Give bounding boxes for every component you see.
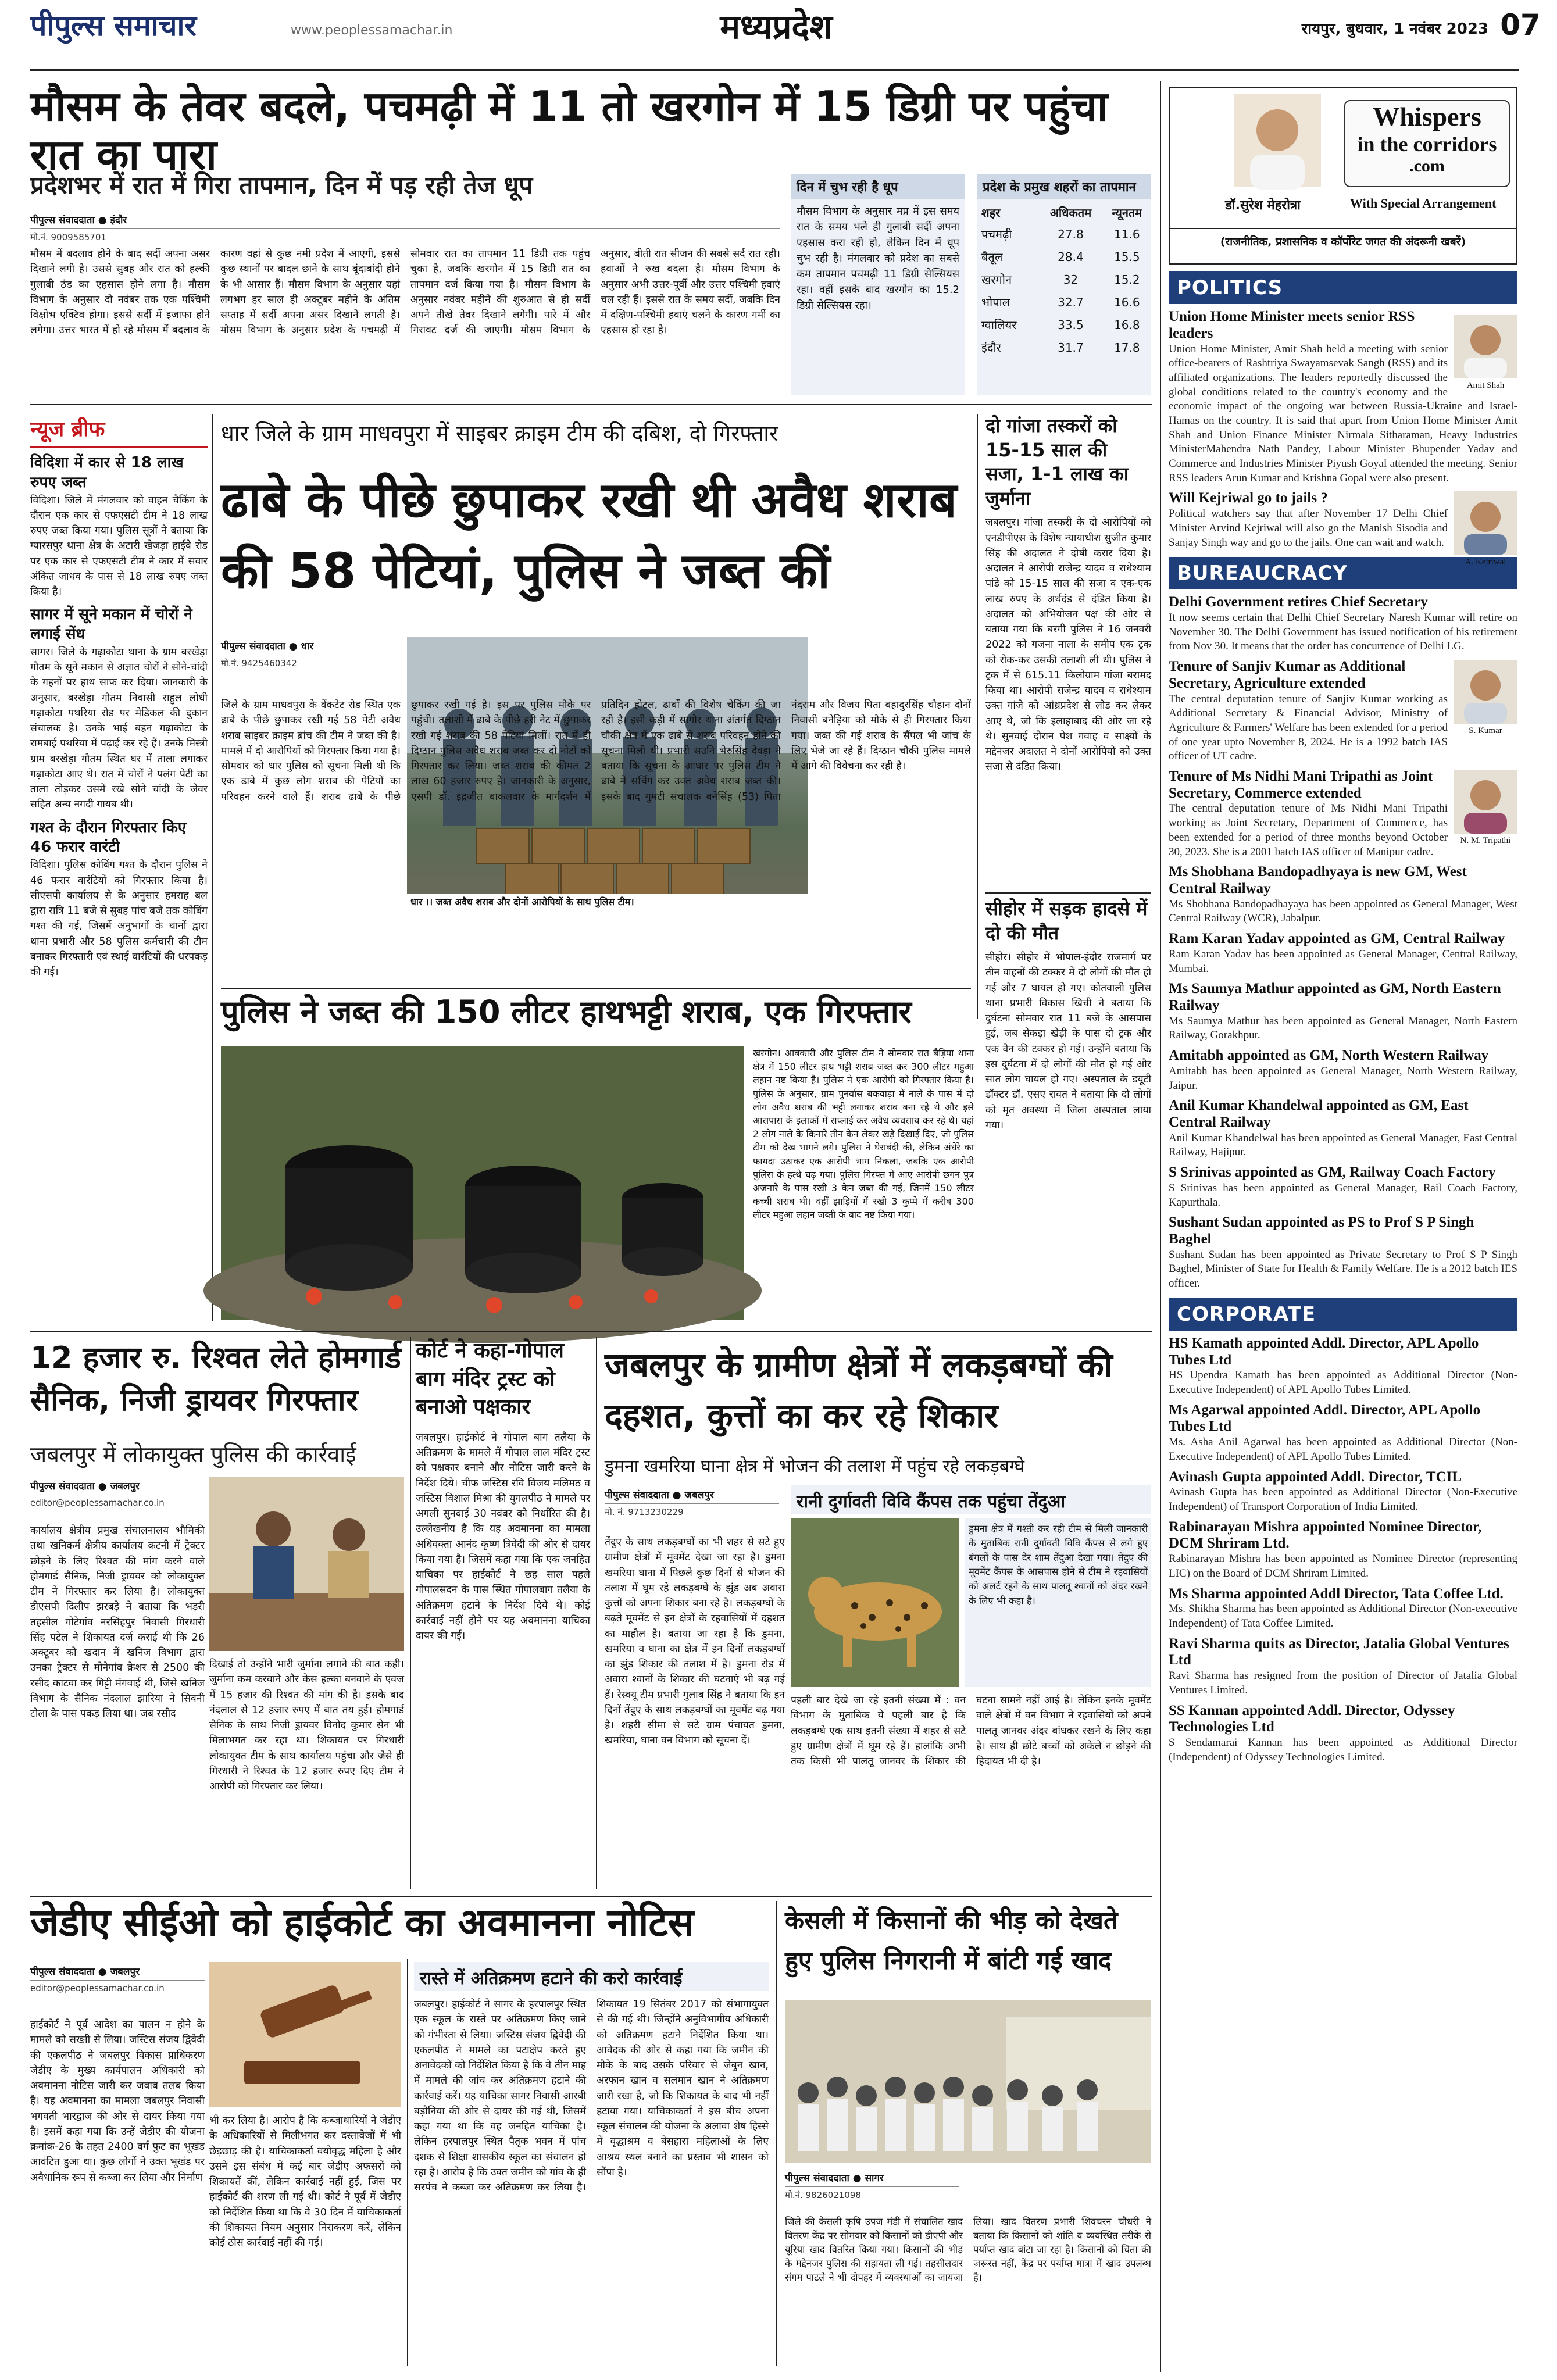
dhaba-body: जिले के ग्राम माधवपुरा के वेंकटेट रोड स्थित एक ढाबे के पीछे छुपाकर रखी गई 58 पेटी अवैध शराब साइबर क्राइम ब्रांच की टीम ने जब्त की है। मामले में दो आरोपियों को गिरफ्तार किया गया है। सोमवार को धार पुलिस को सूचना मिली थी कि एक ढाबे में कुछ लोग शराब की पेटियों का परिवहन करने वाले हैं। शराब ढाबे के पीछे छुपाकर रखी गई है। इस पर पुलिस मौके पर पहुंची। तलाशी में ढाबे के पीछे हरी नेट में छुपाकर रखी गई शराब की 58 पेटियां मिलीं। रात में ही दिग्ठान पुलिस अवैध शराब जब्त कर दो नोटों को गिरफ्तार कर लिया। जब्त शराब की कीमत 2 लाख 60 हजार रुपए है। जानकारी के अनुसार, एसपी डॉ. इंद्रजीत बाकलवार के मार्गदर्शन में प्रतिदिन होटल, ढाबों की विशेष चेकिंग की जा रही है। इसी कड़ी में सागौर थाना अंतर्गत दिग्ठान चौकी क्षेत्र में एक ढाबे से शराब परिवहन होने की सूचना मिली थी। प्रभारी सउनि भेरुसिंह देवड़ा ने बताया कि सूचना के आधार पर पुलिस टीम ने ढाबे में सर्चिंग कर उक्त अवैध शराब जब्त की। इसके बाद गुमटी संचालक बनेसिंह (53) पिता नंदराम और विजय पिता बहादुरसिंह चौहान दोनों निवासी बनेड़िया को मौके से ही गिरफ्तार किया गया। जब्त की गई शराब के सैंपल भी जांच के लिए भेजे जा रहे हैं। दिग्ठान चौकी पुलिस मामले में आगे की विवेचना कर रही है। bbox=[221, 699, 971, 803]
kesli-byline: पीपुल्स संवाददाता ● सागर bbox=[785, 2168, 959, 2187]
bureaucracy-item-body: It now seems certain that Delhi Chief Secretary Naresh Kumar will retire on November 30. The Delhi Government has issued notification of his retirement from Nov 30. It means that the order has concurrence of Delhi LG. bbox=[1169, 611, 1517, 653]
jda-headline: जेडीए सीईओ को हाईकोर्ट का अवमानना नोटिस bbox=[30, 1900, 694, 1945]
kesli-body: जिले की केसली कृषि उपज मंडी में संचालित खाद वितरण केंद्र पर सोमवार को किसानों को डीएपी और यूरिया खाद वितरित किया गया। किसानों की भीड़ के मद्देनजर पुलिस की सहायता ली गई। तहसीलदार संगम पाटले ने भी दोपहर में व्यवस्थाओं का जायजा लिया। खाद वितरण प्रभारी शिवचरन चौधरी ने बताया कि किसानों को शांति व व्यवस्थित तरीके से पर्याप्त खाद बांटा जा रहा है। किसानों को चिंता की जरूरत नहीं, केंद्र पर पर्याप्त मात्रा में खाद उपलब्ध है। bbox=[785, 2216, 1151, 2283]
bureaucracy-head: BUREAUCRACY bbox=[1169, 557, 1517, 589]
bureaucracy-item-head: Delhi Government retires Chief Secretary bbox=[1169, 594, 1428, 610]
dhaba-byline: पीपुल्स संवाददाता ● धार bbox=[221, 637, 401, 655]
corporate-item-body: Rabinarayan Mishra has been appointed as Nominee Director (representing LIC) on the Board of DCM Shriram Limited. bbox=[1169, 1553, 1517, 1579]
hyena-meta bbox=[605, 1485, 779, 1532]
brief-head: सागर में सूने मकान में चोरों ने लगाई सेंध bbox=[30, 606, 192, 644]
corporate-item-head: HS Kamath appointed Addl. Director, APL Apollo Tubes Ltd bbox=[1169, 1335, 1479, 1368]
jda-byline: पीपुल्स संवाददाता ● जबलपुर bbox=[30, 1962, 205, 1981]
ganja-body: जबलपुर। गांजा तस्करी के दो आरोपियों को एनडीपीएस के विशेष न्यायाधीश सुजीत कुमार सिंह की अदालत ने दोषी करार दिया है। अदालत ने आरोपी राजेन्द्र यादव व राधेश्याम पांडे को 15-15 साल की सजा व एक-एक लाख रुपए के अर्थदंड से दंडित किया है। अदालत को अभियोजन पक्ष की ओर से बताया गया कि बरगी पुलिस ने 16 जनवरी 2022 को गजना नाला के समीप एक ट्रक को रोक-कर उसकी तलाशी ली थी। पुलिस ने ट्रक में से 615.11 किलोग्राम गांजा बरामद किया था। आरोपी राजेन्द्र यादव व राधेश्याम उक्त गांजे को आंध्रप्रदेश से लोड कर लेकर आए थे, जो कि इलाहाबाद की ओर जा रहे थे। सुनवाई दौरान पेश गवाह व साक्ष्यों के मद्देनजर अदालत ने दोनों आरोपियों को उक्त सजा से दंडित किया। bbox=[985, 517, 1151, 773]
ganja-headline: दो गांजा तस्करों को 15-15 साल की सजा, 1-1 लाख का जुर्माना bbox=[985, 414, 1129, 509]
homeguard-headline: 12 हजार रु. रिश्वत लेते होमगार्ड सैनिक, निजी ड्रायवर गिरफ्तार bbox=[30, 1341, 401, 1418]
corporate-item-head: Ms Sharma appointed Addl Director, Tata Coffee Ltd. bbox=[1169, 1585, 1504, 1602]
amit-shah-photo-illustration bbox=[1454, 315, 1517, 378]
bureaucracy-item-body: The central deputation tenure of Sanjiv Kumar working as Additional Secretary & Financial Advisor, Ministry of Agriculture & Farmers' Welfare has been extended for a period of one year upto November 8, 2024. He is a 1992 batch IAS officer of UT cadre. bbox=[1169, 692, 1448, 763]
lead-sidebar-body: मौसम विभाग के अनुसार मप्र में इस समय रात के समय भले ही गुलाबी सर्दी अपना एहसास करा रही हो, लेकिन दिन में धूप चुभ रही है। मंगलवार को प्रदेश का सबसे कम तापमान पचमढ़ी 11 डिग्री सेल्सियस रहा। वहीं इसके बाद खरगोन का 15.2 डिग्री सेल्सियस रहा। bbox=[797, 205, 959, 312]
amit-shah-caption: Amit Shah bbox=[1466, 381, 1505, 390]
accident-story bbox=[985, 892, 1151, 1357]
homeguard-byline: पीपुल्स संवाददाता ● जबलपुर bbox=[30, 1477, 205, 1495]
whispers-tagline: (राजनीतिक, प्रशासनिक व कॉर्पोरेट जगत की अंदरूनी खबरें) bbox=[1170, 228, 1516, 249]
temp-table bbox=[977, 202, 1151, 359]
dhaba-photo-caption: धार ।। जब्त अवैध शराब और दोनों आरोपियों के साथ पुलिस टीम। bbox=[407, 894, 808, 910]
politics-item-body: Political watchers say that after November 17 Delhi Chief Minister Arvind Kejriwal will also go the Manish Sisodia and Sanjay Singh way and go to the jails. One can wait and watch. bbox=[1169, 508, 1448, 549]
homeguard-body2: दिखाई तो उन्होंने भारी जुर्माना लगाने की बात कही। जुर्माना कम करवाने और केस हल्का बनवाने के एवज में 15 हजार की रिश्वत की मांग की है। इसके बाद नंदलाल से 12 हजार रुपए में बात तय हुई। होमगार्ड सैनिक के साथ निजी ड्रायवर विनोद कुमार सेन भी मिलाभगत कर रहा था। शिकायत पर गिरधारी लोकायुक्त टीम के साथ कार्यालय पहुंचा और जैसे ही गिरधारी ने रिश्वत के 12 हजार रुपए दिए टीम ने आरोपी को गिरफ्तार कर लिया। bbox=[209, 1659, 404, 1792]
corporate-item-body: HS Upendra Kamath has been appointed as Additional Director (Non-Executive Independent) of APL Apollo Tubes Limited. bbox=[1169, 1369, 1517, 1396]
sanjiv-kumar-photo-illustration bbox=[1454, 660, 1517, 724]
bureaucracy-photo-kumar bbox=[1454, 660, 1517, 736]
politics-item-body: Union Home Minister, Amit Shah held a meeting with senior office-bearers of Rashtriya Swayamsevak Sangh (RSS) and its affiliated organizations. The leaders reportedly discussed the global conditions related to the country's economy and the economic impact of the ongoing war between Russia-Ukraine and Israel-Hamas on the country. It is said that apart from Union Home Minister Amit Shah and Union Finance Minister Nirmala Sitharaman, Heavy Industries MinisterMahendra Nath Pandey, Labour Minister Bhupender Yadav and Commerce and Industries Minister Piyush Goyal attended the meeting. Senior RSS leaders Arun Kumar and Krishna Gopal were also present. bbox=[1169, 342, 1517, 484]
accident-body: सीहोर। सीहोर में भोपाल-इंदौर राजमार्ग पर तीन वाहनों की टक्कर में दो लोगों की मौत हो गई और 7 घायल हो गए। कोतवाली पुलिस थाना प्रभारी विकास खिची ने बताया कि दुर्घटना सोमवार रात 11 बजे के आसपास हुई, जब सेकड़ा खेड़ी के पास दो ट्रक और एक वैन की टक्कर हो गई। उन्होंने बताया कि इस दुर्घटना में दो लोगों की मौत हो गई और सात लोग घायल हो गए। अस्पताल के डयूटी डॉक्टर डॉ. एसए रावत ने बताया कि दो लोगों को मृत अवस्था में जिला अस्पताल लाया गया। bbox=[985, 952, 1151, 1131]
gopal-story bbox=[416, 1337, 590, 1889]
corporate-item-head: Rabinarayan Mishra appointed Nominee Director, DCM Shriram Ltd. bbox=[1169, 1518, 1482, 1552]
temp-col-max: अधिकतम bbox=[1049, 206, 1092, 220]
masthead bbox=[0, 0, 1557, 73]
lead-mobile: मो.नं. 9009585701 bbox=[30, 232, 106, 242]
politics-photo-kejriwal bbox=[1454, 491, 1517, 567]
politics-item-head: Will Kejriwal go to jails ? bbox=[1169, 490, 1328, 506]
bureaucracy-item-body: Ms Saumya Mathur has been appointed as General Manager, North Eastern Railway, Gorakhpur. bbox=[1169, 1014, 1517, 1042]
table-row: खरगोन 32 15.2 bbox=[981, 272, 1140, 287]
corporate-head: CORPORATE bbox=[1169, 1298, 1517, 1331]
temp-table-box bbox=[977, 174, 1151, 395]
gopal-headline: कोर्ट ने कहा-गोपाल बाग मंदिर ट्रस्ट को बनाओ पक्षकार bbox=[416, 1339, 564, 1420]
corporate-item-body: S Sendamarai Kannan has been appointed as Additional Director (Independent) of Odyssey Technologies Limited. bbox=[1169, 1736, 1517, 1763]
bureaucracy-item-body: Amitabh has been appointed as General Manager, North Western Railway, Jaipur. bbox=[1169, 1064, 1517, 1092]
whispers-logo-line3: .com bbox=[1409, 156, 1445, 176]
bureaucracy-item-head: Ram Karan Yadav appointed as GM, Central Railway bbox=[1169, 931, 1505, 947]
sanjiv-kumar-caption: S. Kumar bbox=[1469, 726, 1502, 735]
bureaucracy-item-body: Ms Shobhana Bandopadhayaya has been appointed as General Manager, West Central Railway (WCR), Jabalpur. bbox=[1169, 898, 1517, 925]
politics-photo-amit bbox=[1454, 315, 1517, 391]
bureaucracy-item-head: Sushant Sudan appointed as PS to Prof S P Singh Baghel bbox=[1169, 1214, 1474, 1247]
table-row: ग्वालियर 33.5 16.8 bbox=[981, 317, 1140, 332]
jda-body1: हाईकोर्ट ने पूर्व आदेश का पालन न होने के मामले को सख्ती से लिया। जस्टिस संजय द्विवेदी की एकलपीठ ने जबलपुर विकास प्राधिकरण जेडीए के मुख्य कार्यपालन अधिकारी को अवमानना नोटिस जारी कर जवाब तलब किया है। यह अवमानना का मामला जबलपुर निवासी भगवती भारद्वाज की ओर से दायर किया गया है। इसमें कहा गया कि उन्हें जेडीए की योजना क्रमांक-26 के तहत 2400 वर्ग फुट का भूखंड आवंटित हुआ था। कुछ लोगों ने उक्त भूखंड पर अवैधानिक रूप से कब्जा कर लिया और निर्माण bbox=[30, 2019, 205, 2184]
bureaucracy-item-head: Tenure of Sanjiv Kumar as Additional Secretary, Agriculture extended bbox=[1169, 659, 1406, 691]
kejriwal-photo-illustration bbox=[1454, 491, 1517, 555]
homeguard-email: editor@peoplessamachar.co.in bbox=[30, 1498, 165, 1508]
leopard-illustration bbox=[791, 1518, 959, 1687]
homeguard-body1: कार्यालय क्षेत्रीय प्रमुख संचालनालय भौमिकी तथा खनिकर्म क्षेत्रीय कार्यालय कटनी में ट्रेक्टर छोड़ने के लिए रिश्वत की मांग करने वाले होमगार्ड सैनिक, निजी ड्रायवर को लोकायुक्त टीम ने गिरफ्तार कर लिया है। लोकायुक्त डीएसपी दिलीप झरबड़े ने बताया कि भड़री तहसील गोटेगांव नरसिंहपुर निवासी गिरधारी सिंह पटेल ने शिकायत दर्ज कराई थी कि 26 अक्टूबर को खदान में खनिज विभाग द्वारा उनका ट्रेक्टर से मोनेगांव क्रेशर से 2500 की रसीद काटवा कर गिट्टी मंगवाई थी, जिसे खनिज विभाग के सैनिक नंदलाल झारिया ने सिवनी टोला के पास पकड़ लिया था। जब रसीद bbox=[30, 1525, 205, 1720]
temp-table-head: प्रदेश के प्रमुख शहरों का तापमान bbox=[977, 174, 1151, 199]
whispers-logo-line2: in the corridors bbox=[1357, 133, 1497, 156]
hyena-body: तेंदुए के साथ लकड़बग्घों का भी शहर से सटे हुए ग्रामीण क्षेत्रों में मूवमेंट देखा जा रहा है। डुमना खमरिया घाना में पिछले कुछ दिनों से भोजन की तलाश में घूम रहे लकड़बग्घे के झुंड अब अवारा कुत्तों को अपना शिकार बना रहे है। लकड़बग्घों के बढ़ते मूवमेंट से इन क्षेत्रों के रहवासियों में दहशत का माहौल है। बताया जा रहा है कि डुमना, खमरिया व घाना का क्षेत्र में इन दिनों लकड़बग्घों का झुंड शिकार की तलाश में है। डुमना रोड में अवारा श्वानों के शिकार की घटनाएं भी बढ़ गई हैं। रेस्क्यू टीम प्रभारी गुलाब सिंह ने बताया कि इन दिनों तेंदुए के साथ लकड़बग्घों का मूवमेंट बढ़ गया है। शहरी सीमा से सटे ग्राम पंचायत डुमना, खमरिया, घाना वन विभाग को सूचना दें। bbox=[605, 1536, 785, 1747]
corporate-item-body: Avinash Gupta has been appointed as Additional Director (Non-Executive Independent) of Transport Corporation of India Limited. bbox=[1169, 1486, 1517, 1513]
whispers-logo bbox=[1344, 100, 1510, 187]
encroach-body: जबलपुर। हाईकोर्ट ने सागर के हरपालपुर स्थित एक स्कूल के रास्ते पर अतिक्रमण किए जाने को गंभीरता से लिया। जस्टिस संजय द्विवेदी की एकलपीठ ने मामले का पटाक्षेप करते हुए अनावेदकों को निर्देशित किया है कि वे तीन माह में मामले की जांच कर अतिक्रमण हटाने की कार्रवाई करें। यह याचिका सागर निवासी आरबी बड़ौनिया की ओर से दायर की गई थी, जिसमें कहा गया था कि वह जनहित याचिका है। लेकिन हरपालपुर स्थित पैतृक भवन में पांच दशक से शिक्षा शासकीय स्कूल का संचालन हो रहा है। आरोप है कि उक्त जमीन को गांव के ही सरपंच ने कब्जा कर अतिक्रमण कर लिया है। शिकायत 19 सितंबर 2017 को संभागायुक्त से की गई थी। जिन्होंने अनुविभागीय अधिकारी को अतिक्रमण हटाने निर्देशित किया था। आवेदक की ओर से कहा गया कि जमीन की मौके के बाद उसके परिवार से जेबुन खान, अरफान खान व सलमान खान ने अतिक्रमण जारी रखा है, जो कि शिकायत के बाद भी नहीं हटाया गया। याचिकाकर्ता ने इस बीच अपना स्कूल संचालन की योजना के अलावा शेष हिस्से में वृद्धाश्रम व बेसहारा महिलाओं के लिए आश्रय स्थल बनाने का प्रस्ताव भी शासन को सौंपा है। bbox=[414, 1999, 769, 2193]
whispers-header bbox=[1169, 87, 1517, 265]
bureaucracy-item-head: Amitabh appointed as GM, North Western Railway bbox=[1169, 1048, 1489, 1064]
ganja-story bbox=[985, 414, 1151, 879]
corporate-item-head: Avinash Gupta appointed Addl. Director, TCIL bbox=[1169, 1468, 1462, 1485]
homeguard-subhead: जबलपुर में लोकायुक्त पुलिस की कार्रवाई bbox=[30, 1442, 356, 1467]
lead-body: मौसम में बदलाव होने के बाद सर्दी अपना असर दिखाने लगी है। उससे सुबह और रात को हल्की गुलाबी ठंड का एहसास होने लगा है। मौसम विभाग के अनुसार दो नवंबर तक एक पश्चिमी विक्षोभ एक्टिव होगा। इससे सर्दी में इजाफा होने लगेगा। उत्तर भारत में हो रहे मौसम में बदलाव के कारण वहां से कुछ नमी प्रदेश में आएगी, इससे कुछ स्थानों पर बादल छाने के साथ बूंदाबांदी होने के भी आसार हैं। मौसम विभाग के अनुसार यहां लगभग हर साल ही अक्टूबर महीने के अंतिम सप्ताह में सर्दी अपना असर दिखाने लगती है। मौसम विभाग के अनुसार प्रदेश के पचमढ़ी में सोमवार रात का तापमान 11 डिग्री तक पहुंच चुका है, जबकि खरगोन में 15 डिग्री रात का तापमान दर्ज किया गया है। मौसम विभाग के अनुसार नवंबर महीने की शुरुआत से ही सर्दी अपने तीखे तेवर दिखाने लगेगी। पारे में और गिरावट दर्ज की जाएगी। मौसम विभाग के अनुसार, बीती रात सीजन की सबसे सर्द रात रही। हवाओं ने रुख बदला है। मौसम विभाग के अनुसार अभी उत्तर-पूर्वी और उत्तर पश्चिमी हवाएं चल रही हैं। इससे रात के समय सर्दी, जबकि दिन में दक्षिण-पश्चिमी हवाएं चलने के कारण गर्मी का एहसास हो रहा है। bbox=[30, 248, 780, 337]
author-photo bbox=[1234, 94, 1321, 187]
lead-sidebar bbox=[791, 174, 965, 395]
nidhi-tripathi-caption: N. M. Tripathi bbox=[1460, 835, 1511, 845]
bureaucracy-item-body: Ram Karan Yadav has been appointed as General Manager, Central Railway, Mumbai. bbox=[1169, 948, 1517, 975]
drums-illustration bbox=[221, 1046, 744, 1320]
gavel-photo bbox=[209, 1962, 401, 2107]
table-row: इंदौर 31.7 17.8 bbox=[981, 340, 1140, 355]
hooch-body: खरगोन। आबकारी और पुलिस टीम ने सोमवार रात बैड़िया थाना क्षेत्र में 150 लीटर हाथ भट्टी शराब जब्त कर 300 लीटर महुआ लहान नष्ट किया है। पुलिस ने एक आरोपी को गिरफ्तार किया है। पुलिस के अनुसार, ग्राम पुनर्वास बकवाड़ा में नाले के पास में दो लोग अवैध शराब की भट्टी लगाकर शराब बना रहे थे और इसे आसपास के इलाकों में सप्लाई कर अवैध व्यवसाय कर रहे थे। यहां 2 लोग नाले के किनारे तीन केन लेकर खड़े दिखाई दिए, जो पुलिस टीम को देख भागने लगे। पुलिस ने घेराबंदी की, लेकिन अंधेरे का फायदा उठाकर एक आरोपी भाग निकला, जबकि एक आरोपी पुलिस के हत्थे चढ़ गया। पुलिस गिरफ्त में आए आरोपी छगन पुत्र अजनारे के पास रखी 3 केन जब्त की गई, जिनमें 150 लीटर कच्ची शराब थी। वहीं झाड़ियों में रखी 3 कुप्पे में करीब 300 लीटर महुआ लहान जब्ती के बाद नष्ट किया गया। bbox=[753, 1048, 974, 1221]
lead-headline: मौसम के तेवर बदले, पचमढ़ी में 11 तो खरगोन में 15 डिग्री पर पहुंचा रात का पारा bbox=[30, 82, 1108, 179]
hyena-boxbody: डुमना क्षेत्र में गश्ती कर रही टीम से मिली जानकारी के मुताबिक रानी दुर्गावती विवि कैंपस से लगे हुए बंगलों के पास देर शाम तेंदुआ देखा गया। तेंदुए की मूवमेंट कैंपस के आसपास होने से टीम ने रहवासियों को अलर्ट रहने के साथ पालतू श्वानों को अंदर रखने के लिए भी कहा है। bbox=[965, 1518, 1151, 1687]
hyena-body3: पहली बार देखे जा रहे इतनी संख्या में : वन विभाग के मुताबिक ये पहली बार है कि लकड़बग्घे एक साथ इतनी संख्या में शहर से सटे हुए ग्रामीण क्षेत्रों में घूम रहे हैं। हालांकि अभी तक किसी भी पालतू जानवर के शिकार की घटना सामने नहीं आई है। लेकिन इनके मूवमेंट वाले क्षेत्रों में वन विभाग ने रहवासियों को अपने पालतू जानवर अंदर बांधकर रखने के लिए कहा है। साथ ही छोटे बच्चों को अकेले न छोड़ने की हिदायत भी दी है। bbox=[791, 1695, 1151, 1767]
hyena-subhead: डुमना खमरिया घाना क्षेत्र में भोजन की तलाश में पहुंच रहे लकड़बग्घे bbox=[605, 1456, 1024, 1477]
leopard-photo bbox=[791, 1518, 959, 1687]
dateline: रायपुर, बुधवार, 1 नवंबर 2023 bbox=[1301, 20, 1488, 38]
news-brief-title: न्यूज ब्रीफ bbox=[30, 414, 208, 448]
bureaucracy-item-head: Anil Kumar Khandelwal appointed as GM, East Central Railway bbox=[1169, 1098, 1469, 1130]
lead-byline: पीपुल्स संवाददाता ● इंदौर bbox=[30, 210, 780, 229]
website[interactable]: www.peoplessamachar.in bbox=[291, 23, 453, 38]
dhaba-headline: ढाबे के पीछे छुपाकर रखी थी अवैध शराब की 58 पेटियां, पुलिस ने जब्त कीं bbox=[221, 471, 957, 599]
corporate-item-head: Ms Agarwal appointed Addl. Director, APL Apollo Tubes Ltd bbox=[1169, 1402, 1481, 1435]
kejriwal-caption: A. Kejriwal bbox=[1465, 558, 1506, 567]
bureaucracy-item-body: S Srinivas has been appointed as General Manager, Rail Coach Factory, Kapurthala. bbox=[1169, 1181, 1517, 1209]
encroach-headline: रास्ते में अतिक्रमण हटाने की करो कार्रवाई bbox=[414, 1962, 769, 1991]
corporate-item-body: Ms. Asha Anil Agarwal has been appointed as Additional Director (Non-Executive Independent) of APL Apollo Tubes Limited. bbox=[1169, 1436, 1517, 1463]
hooch-photo bbox=[221, 1046, 744, 1320]
jda-email: editor@peoplessamachar.co.in bbox=[30, 1983, 165, 1993]
bureaucracy-photo-tripathi bbox=[1454, 770, 1517, 846]
kesli-meta bbox=[785, 2168, 959, 2215]
hyena-headline: जबलपुर के ग्रामीण क्षेत्रों में लकड़बग्घों की दहशत, कुत्तों का कर रहे शिकार bbox=[605, 1345, 1113, 1435]
bureaucracy-item-head: Ms Saumya Mathur appointed as GM, North Eastern Railway bbox=[1169, 981, 1501, 1013]
corporate-item-body: Ms. Shikha Sharma has been appointed as Additional Director (Non-executive Independent) of Tata Coffee Limited. bbox=[1169, 1603, 1517, 1629]
corporate-item-body: Ravi Sharma has resigned from the position of Director of Jatalia Global Ventures Limited. bbox=[1169, 1670, 1517, 1696]
whispers-author: डॉ.सुरेश मेहरोत्रा bbox=[1225, 198, 1301, 213]
politics-head: POLITICS bbox=[1169, 271, 1517, 304]
author-photo-illustration bbox=[1234, 94, 1321, 187]
dhaba-mobile: मो.नं. 9425460342 bbox=[221, 658, 297, 669]
kesli-mobile: मो.नं. 9826021098 bbox=[785, 2190, 861, 2200]
crowd-illustration bbox=[785, 2000, 1151, 2163]
kesli-photo bbox=[785, 2000, 1151, 2163]
bureaucracy-item-body: Anil Kumar Khandelwal has been appointed as General Manager, East Central Railway, Hajipur. bbox=[1169, 1131, 1517, 1159]
hyena-mobile: मो. नं. 9713230229 bbox=[605, 1507, 684, 1517]
politics-item-head: Union Home Minister meets senior RSS leaders bbox=[1169, 309, 1415, 341]
lead-subhead: प्रदेशभर में रात में गिरा तापमान, दिन में पड़ रही तेज धूप bbox=[30, 171, 533, 199]
gavel-illustration bbox=[209, 1962, 401, 2107]
kesli-headline: केसली में किसानों की भीड़ को देखते हुए पुलिस निगरानी में बांटी गई खाद bbox=[785, 1906, 1118, 1975]
section-title: मध्यप्रदेश bbox=[720, 7, 833, 47]
brief-body: विदिशा। पुलिस कोबिंग गश्त के दौरान पुलिस ने 46 फरार वारंटियों को गिरफ्तार किया है। सीएसपी कार्यालय से के अनुसार हमराह बल द्वारा रात्रि 11 बजे से सुबह पांच बजे तक कोबिंग गश्त की गई, जिसमें अनुभागों के थानों द्वारा थाना प्रभारी और 58 पुलिस कर्मचारी की टीम बनाकर गिरफ्तारी एवं स्थाई वारंटियों की धरपकड़ की गई। bbox=[30, 859, 208, 978]
brief-body: विदिशा। जिले में मंगलवार को वाहन चैकिंग के दौरान एक कार से एफएसटी टीम ने 18 लाख रुपए जब्त किया गया। पुलिस सूत्रों ने बताया कि ग्यारसपुर थाना क्षेत्र के अटारी खेजड़ा हाईवे रोड पर एक कार से एफएसटी टीम ने कार में सवार अंकित जाधव के पास से 18 लाख रुपए जब्त किया है। bbox=[30, 494, 208, 598]
whispers-logo-line1: Whispers bbox=[1373, 102, 1481, 131]
bureaucracy-item-body: The central deputation tenure of Ms Nidhi Mani Tripathi working as Joint Secretary, Department of Commerce, has been extended for a period of three months beyond October 30, 2023. She is a 2001 batch IAS officer of Manipur cadre. bbox=[1169, 802, 1448, 858]
bureaucracy-item-head: S Srinivas appointed as GM, Railway Coach Factory bbox=[1169, 1164, 1496, 1181]
bureaucracy-item-head: Ms Shobhana Bandopadhyaya is new GM, West Central Railway bbox=[1169, 864, 1467, 896]
table-row: भोपाल 32.7 16.6 bbox=[981, 295, 1140, 309]
corporate-item-head: Ravi Sharma quits as Director, Jatalia Global Ventures Ltd bbox=[1169, 1635, 1509, 1668]
table-row: बैतूल 28.4 15.5 bbox=[981, 249, 1140, 264]
hyena-byline: पीपुल्स संवाददाता ● जबलपुर bbox=[605, 1485, 779, 1504]
nidhi-tripathi-photo-illustration bbox=[1454, 770, 1517, 834]
brief-head: गश्त के दौरान गिरफ्तार किए 46 फरार वारंटी bbox=[30, 819, 187, 856]
homeguard-photo bbox=[209, 1477, 404, 1651]
bureaucracy-item-body: Sushant Sudan has been appointed as Private Secretary to Prof S P Singh Baghel, Minister of State for Health & Family Welfare. He is a 2012 batch IES officer. bbox=[1169, 1248, 1517, 1290]
bureaucracy-item-head: Tenure of Ms Nidhi Mani Tripathi as Joint Secretary, Commerce extended bbox=[1169, 768, 1433, 801]
hooch-headline: पुलिस ने जब्त की 150 लीटर हाथभट्टी शराब, एक गिरफ्तार bbox=[221, 994, 912, 1030]
jda-body2: भी कर लिया है। आरोप है कि कब्जाधारियों ने जेडीए के अधिकारियों से मिलीभगत कर दस्तावेजों में भी छेड़छाड़ की है। याचिकाकर्ता वयोवृद्ध महिला है और उसने इस संबंध में कई बार जेडीए अफसरों को शिकायतें कीं, लेकिन कार्रवाई नहीं हुई, जिस पर हाईकोर्ट की शरण ली गई थी। कोर्ट ने पूर्व में जेडीए को निर्देशित किया था कि वे 30 दिन में याचिकाकर्ता की शिकायत नियम अनुसार निराकरण करें, लेकिन कोई ठोस कार्रवाई नहीं की गई। bbox=[209, 2115, 401, 2249]
brief-head: विदिशा में कार से 18 लाख रुपए जब्त bbox=[30, 454, 184, 491]
lead-article bbox=[30, 210, 780, 395]
jda-meta bbox=[30, 1962, 205, 2014]
temp-col-min: न्यूनतम bbox=[1112, 206, 1142, 220]
temp-col-city: शहर bbox=[981, 206, 1001, 220]
gopal-body: जबलपुर। हाईकोर्ट ने गोपाल बाग तलैया के अतिक्रमण के मामले में गोपाल लाल मंदिर ट्रस्ट को पक्षकार बनाने और नोटिस जारी करने के निर्देश दिये। चीफ जस्टिस रवि विजय मलिमठ व जस्टिस विशाल मिश्रा की युगलपीठ ने मामले पर अगली सुनवाई 30 नवंबर को निर्धारित की है। उल्लेखनीय है कि यह अवमानना का मामला अधिवक्ता आनंद कृष्ण त्रिवेदी की ओर से दायर किया गया है। जिसमें कहा गया कि एक जनहित याचिका पर हाईकोर्ट ने छह साल पहले गोपालसदन के पास स्थित गोपालबाग तलैया के अतिक्रमण हटाने के निर्देश दिये थे। कोई कार्रवाई नहीं होने पर यह अवमानना याचिका दायर की गई। bbox=[416, 1431, 590, 1642]
office-scene-illustration bbox=[209, 1477, 404, 1651]
page-number: 07 bbox=[1500, 8, 1541, 42]
corporate-item-head: SS Kannan appointed Addl. Director, Odyssey Technologies Ltd bbox=[1169, 1702, 1455, 1735]
table-row: पचमढ़ी 27.8 11.6 bbox=[981, 227, 1140, 241]
accident-headline: सीहोर में सड़क हादसे में दो की मौत bbox=[985, 892, 1151, 945]
brief-body: सागर। जिले के गढ़ाकोटा थाना के ग्राम बरखेड़ा गौतम के सूने मकान से अज्ञात चोरों ने सोने-चांदी के गहनों पर हाथ साफ कर दिया। जानकारी के अनुसार, बरखेड़ा गौतम निवासी राहुल लोधी गढ़ाकोटा पथरिया रोड पर मेडिकल की दुकान संचालक है। उनके भाई बहन गढ़ाकोटा के रामबाई पथरिया में पढ़ाई कर रहे हैं। उनके मिस्त्री ग्राम बरखेड़ा गौतम स्थित घर में ताला लगाकर गढ़ाकोटा आए थे। रात में चोरों ने पलंग पेटी का ताला तोड़कर उसमें रखे सोने चांदी के जेवर सहित अन्य नगदी गायब थी। bbox=[30, 646, 208, 811]
dhaba-kicker: धार जिले के ग्राम माधवपुरा में साइबर क्राइम टीम की दबिश, दो गिरफ्तार bbox=[221, 421, 779, 446]
paper-logo: पीपुल्स समाचार bbox=[30, 9, 197, 42]
lead-sidebar-head: दिन में चुभ रही है धूप bbox=[791, 174, 965, 199]
whispers-arrangement: With Special Arrangement bbox=[1350, 196, 1497, 210]
whispers-column bbox=[1169, 87, 1517, 2372]
hyena-boxhead: रानी दुर्गावती विवि कैंपस तक पहुंचा तेंदुआ bbox=[791, 1485, 1151, 1514]
news-brief bbox=[30, 414, 208, 1327]
